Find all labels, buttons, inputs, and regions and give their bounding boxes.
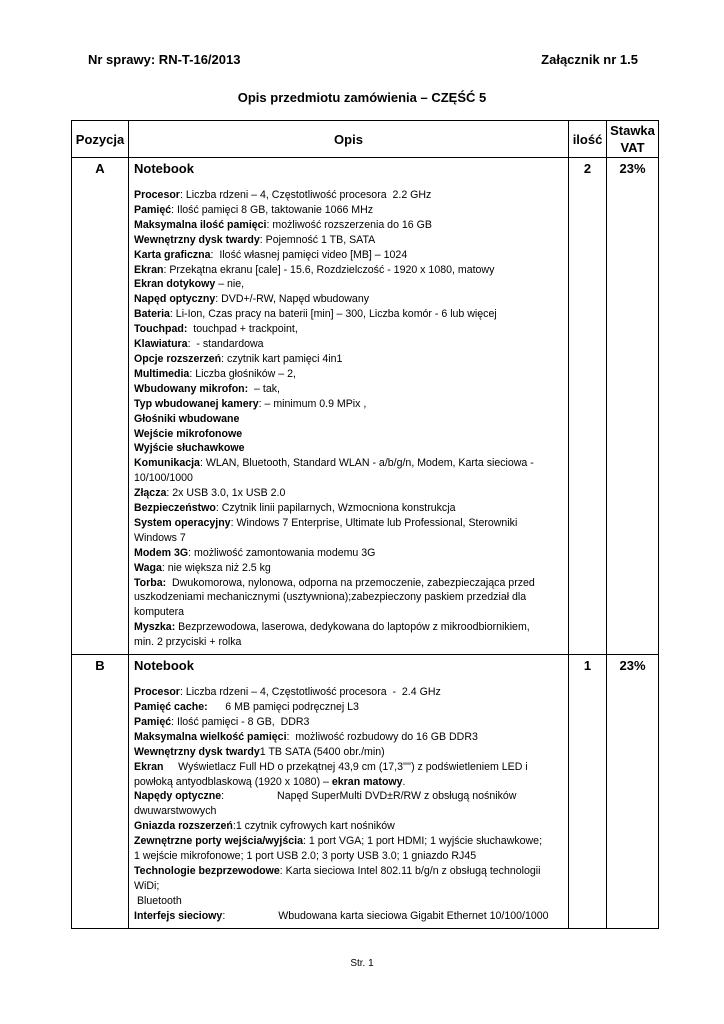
position-cell: B	[72, 655, 129, 929]
spec-value: : Ilość pamięci 8 GB, taktowanie 1066 MHz	[171, 203, 374, 216]
spec-key: ekran matowy	[331, 775, 403, 788]
spec-line	[134, 292, 564, 307]
spec-key: Multimedia	[134, 367, 190, 380]
spec-line	[134, 760, 564, 790]
quantity-cell: 2	[569, 158, 607, 655]
spec-key: Myszka:	[134, 621, 176, 634]
spec-value: 1 TB SATA (5400 obr./min)	[259, 745, 385, 758]
spec-key: Pamięć	[134, 203, 172, 216]
description-cell	[129, 158, 569, 655]
spec-value: : Pojemność 1 TB, SATA	[259, 233, 376, 246]
table-row	[72, 655, 659, 929]
spec-line	[134, 382, 564, 397]
quantity-cell: 1	[569, 655, 607, 929]
spec-value: : Li-Ion, Czas pracy na baterii [min] – 300, Liczba komór - 6 lub więcej	[169, 308, 497, 321]
spec-key: Głośniki wbudowane	[134, 412, 240, 425]
spec-key: Touchpad:	[134, 323, 188, 336]
spec-key: Procesor	[134, 686, 180, 699]
spec-key: Procesor	[134, 189, 180, 201]
spec-line	[134, 576, 564, 621]
table-row	[72, 158, 659, 655]
spec-value: : 2x USB 3.0, 1x USB 2.0	[166, 487, 286, 500]
spec-key: System operacyjny	[134, 516, 231, 529]
spec-value: : Przekątna ekranu [cale] - 15.6, Rozdzielczość - 1920 x 1080, matowy	[163, 263, 495, 276]
column-header-vat: Stawka VAT	[607, 121, 659, 158]
spec-value: : czytnik kart pamięci 4in1	[221, 352, 343, 365]
spec-value: : możliwość zamontowania modemu 3G	[188, 546, 376, 559]
spec-line	[134, 834, 564, 864]
spec-value: : - standardowa	[187, 338, 264, 351]
description-cell	[129, 655, 569, 929]
spec-value: : Liczba rdzeni – 4, Częstotliwość procesora 2.2 GHz	[179, 189, 432, 201]
spec-value: : Ilość pamięci - 8 GB, DDR3	[171, 715, 310, 728]
spec-line	[134, 561, 564, 576]
spec-list	[134, 188, 564, 650]
spec-line	[134, 620, 564, 650]
spec-value: : – minimum 0.9 MPix ,	[258, 397, 367, 410]
spec-line	[134, 367, 564, 382]
spec-key: Napędy optyczne	[134, 790, 222, 803]
spec-key: Opcje rozszerzeń	[134, 352, 222, 365]
spec-key: Interfejs sieciowy	[134, 909, 223, 922]
spec-value: : Ilość własnej pamięci video [MB] – 1024	[210, 248, 408, 261]
spec-line	[134, 685, 564, 700]
spec-value: : Wbudowana karta sieciowa Gigabit Ethernet 10/100/1000	[222, 909, 549, 922]
spec-key: Typ wbudowanej kamery	[134, 397, 259, 410]
spec-value: :1 czytnik cyfrowych kart nośników	[232, 820, 395, 833]
spec-line	[134, 412, 564, 427]
spec-line	[134, 745, 564, 760]
order-table	[71, 120, 659, 929]
spec-line	[134, 248, 564, 263]
spec-value: : Liczba głośników – 2,	[189, 367, 296, 380]
spec-key: Ekran dotykowy	[134, 278, 216, 291]
spec-value: 6 MB pamięci podręcznej L3	[207, 701, 359, 713]
spec-value: : Karta sieciowa Intel 802.11 b/g/n z obsługą technologii WiDi; Bluetooth	[134, 864, 541, 907]
vat-cell: 23%	[607, 655, 659, 929]
spec-value: : możliwość rozszerzenia do 16 GB	[266, 218, 432, 231]
spec-value: Dwukomorowa, nylonowa, odporna na przemoczenie, zabezpieczająca przed uszkodzeniami mechanicznymi (usztywniona);zabezpieczony paskiem przedział dla komputera	[134, 576, 535, 619]
spec-line	[134, 218, 564, 233]
spec-line	[134, 546, 564, 561]
item-name: Notebook	[134, 161, 194, 176]
spec-key: Bezpieczeństwo	[134, 502, 216, 515]
position-cell: A	[72, 158, 129, 655]
spec-line	[134, 322, 564, 337]
vat-cell: 23%	[607, 158, 659, 655]
page-title: Opis przedmiotu zamówienia – CZĘŚĆ 5	[237, 90, 487, 105]
spec-value: Wyświetlacz Full HD o przekątnej 43,9 cm (17,3'''') z podświetleniem LED i powłoką antyodblaskową (1920 x 1080) –	[134, 760, 528, 788]
spec-key: Wbudowany mikrofon:	[134, 382, 249, 395]
spec-line	[134, 909, 564, 924]
spec-line	[134, 233, 564, 248]
spec-key: Bateria	[134, 308, 170, 321]
spec-key: Komunikacja	[134, 457, 200, 470]
spec-line	[134, 203, 564, 218]
spec-key: Maksymalna ilość pamięci	[134, 218, 267, 231]
spec-value: touchpad + trackpoint,	[187, 323, 298, 336]
spec-key: Wewnętrzny dysk twardy	[134, 745, 260, 758]
spec-key: Ekran	[134, 760, 164, 773]
case-number: Nr sprawy: RN-T-16/2013	[88, 52, 241, 67]
spec-line	[134, 397, 564, 412]
spec-value: – nie,	[215, 278, 245, 291]
spec-value: : Czytnik linii papilarnych, Wzmocniona konstrukcja	[215, 502, 456, 515]
spec-line	[134, 700, 564, 715]
spec-key: Zewnętrzne porty wejścia/wyjścia	[134, 835, 303, 848]
spec-value: : DVD+/-RW, Napęd wbudowany	[215, 293, 370, 306]
spec-value: : Liczba rdzeni – 4, Częstotliwość procesora - 2.4 GHz	[179, 686, 441, 699]
spec-line	[134, 486, 564, 501]
spec-key: Karta graficzna	[134, 248, 211, 261]
spec-line	[134, 307, 564, 322]
spec-value: : możliwość rozbudowy do 16 GB DDR3	[286, 730, 478, 743]
spec-key: Złącza	[134, 487, 167, 500]
column-header-quantity: ilość	[569, 121, 607, 158]
spec-line	[134, 501, 564, 516]
spec-line	[134, 337, 564, 352]
spec-line	[134, 188, 564, 203]
spec-key: Technologie bezprzewodowe	[134, 864, 280, 877]
spec-value: Bezprzewodowa, laserowa, dedykowana do laptopów z mikroodbiornikiem, min. 2 przyciski + rolka	[134, 621, 530, 649]
column-header-description: Opis	[129, 121, 569, 158]
spec-line	[134, 516, 564, 546]
spec-line	[134, 277, 564, 292]
spec-key: Ekran	[134, 263, 164, 276]
spec-value: : nie większa niż 2.5 kg	[161, 561, 271, 574]
spec-key: Modem 3G	[134, 546, 189, 559]
column-header-position: Pozycja	[72, 121, 129, 158]
spec-value: : Napęd SuperMulti DVD±R/RW z obsługą nośników dwuwarstwowych	[134, 790, 517, 818]
spec-key: Wewnętrzny dysk twardy	[134, 233, 260, 246]
spec-key: Waga	[134, 561, 162, 574]
spec-line	[134, 352, 564, 367]
spec-line	[134, 789, 564, 819]
spec-value: – tak,	[248, 382, 280, 395]
item-name: Notebook	[134, 658, 194, 674]
spec-line	[134, 715, 564, 730]
spec-value: : WLAN, Bluetooth, Standard WLAN - a/b/g/n, Modem, Karta sieciowa - 10/100/1000	[134, 457, 534, 485]
page-number: Str. 1	[350, 958, 374, 969]
spec-key: Torba:	[134, 576, 167, 589]
attachment-label: Załącznik nr 1.5	[541, 52, 638, 67]
spec-value: .	[402, 775, 406, 788]
spec-key: Pamięć cache:	[134, 701, 208, 713]
spec-key: Napęd optyczny	[134, 293, 216, 306]
spec-line	[134, 427, 564, 442]
spec-list	[134, 685, 564, 924]
spec-line	[134, 730, 564, 745]
spec-key: Wejście mikrofonowe	[134, 427, 243, 440]
spec-line	[134, 441, 564, 456]
spec-key: Maksymalna wielkość pamięci	[134, 730, 287, 743]
spec-value: : Windows 7 Enterprise, Ultimate lub Professional, Sterowniki Windows 7	[134, 516, 518, 544]
spec-line	[134, 864, 564, 909]
spec-key: Pamięć	[134, 715, 172, 728]
spec-value: : 1 port VGA; 1 port HDMI; 1 wyjście słuchawkowe; 1 wejście mikrofonowe; 1 port USB 2.0; 3 porty USB 3.0; 1 gniazdo RJ45	[134, 835, 543, 863]
spec-key: Wyjście słuchawkowe	[134, 442, 245, 455]
spec-line	[134, 456, 564, 486]
table-header-row	[72, 121, 659, 158]
spec-line	[134, 263, 564, 278]
spec-key: Klawiatura	[134, 338, 188, 351]
spec-line	[134, 819, 564, 834]
spec-key: Gniazda rozszerzeń	[134, 820, 233, 833]
